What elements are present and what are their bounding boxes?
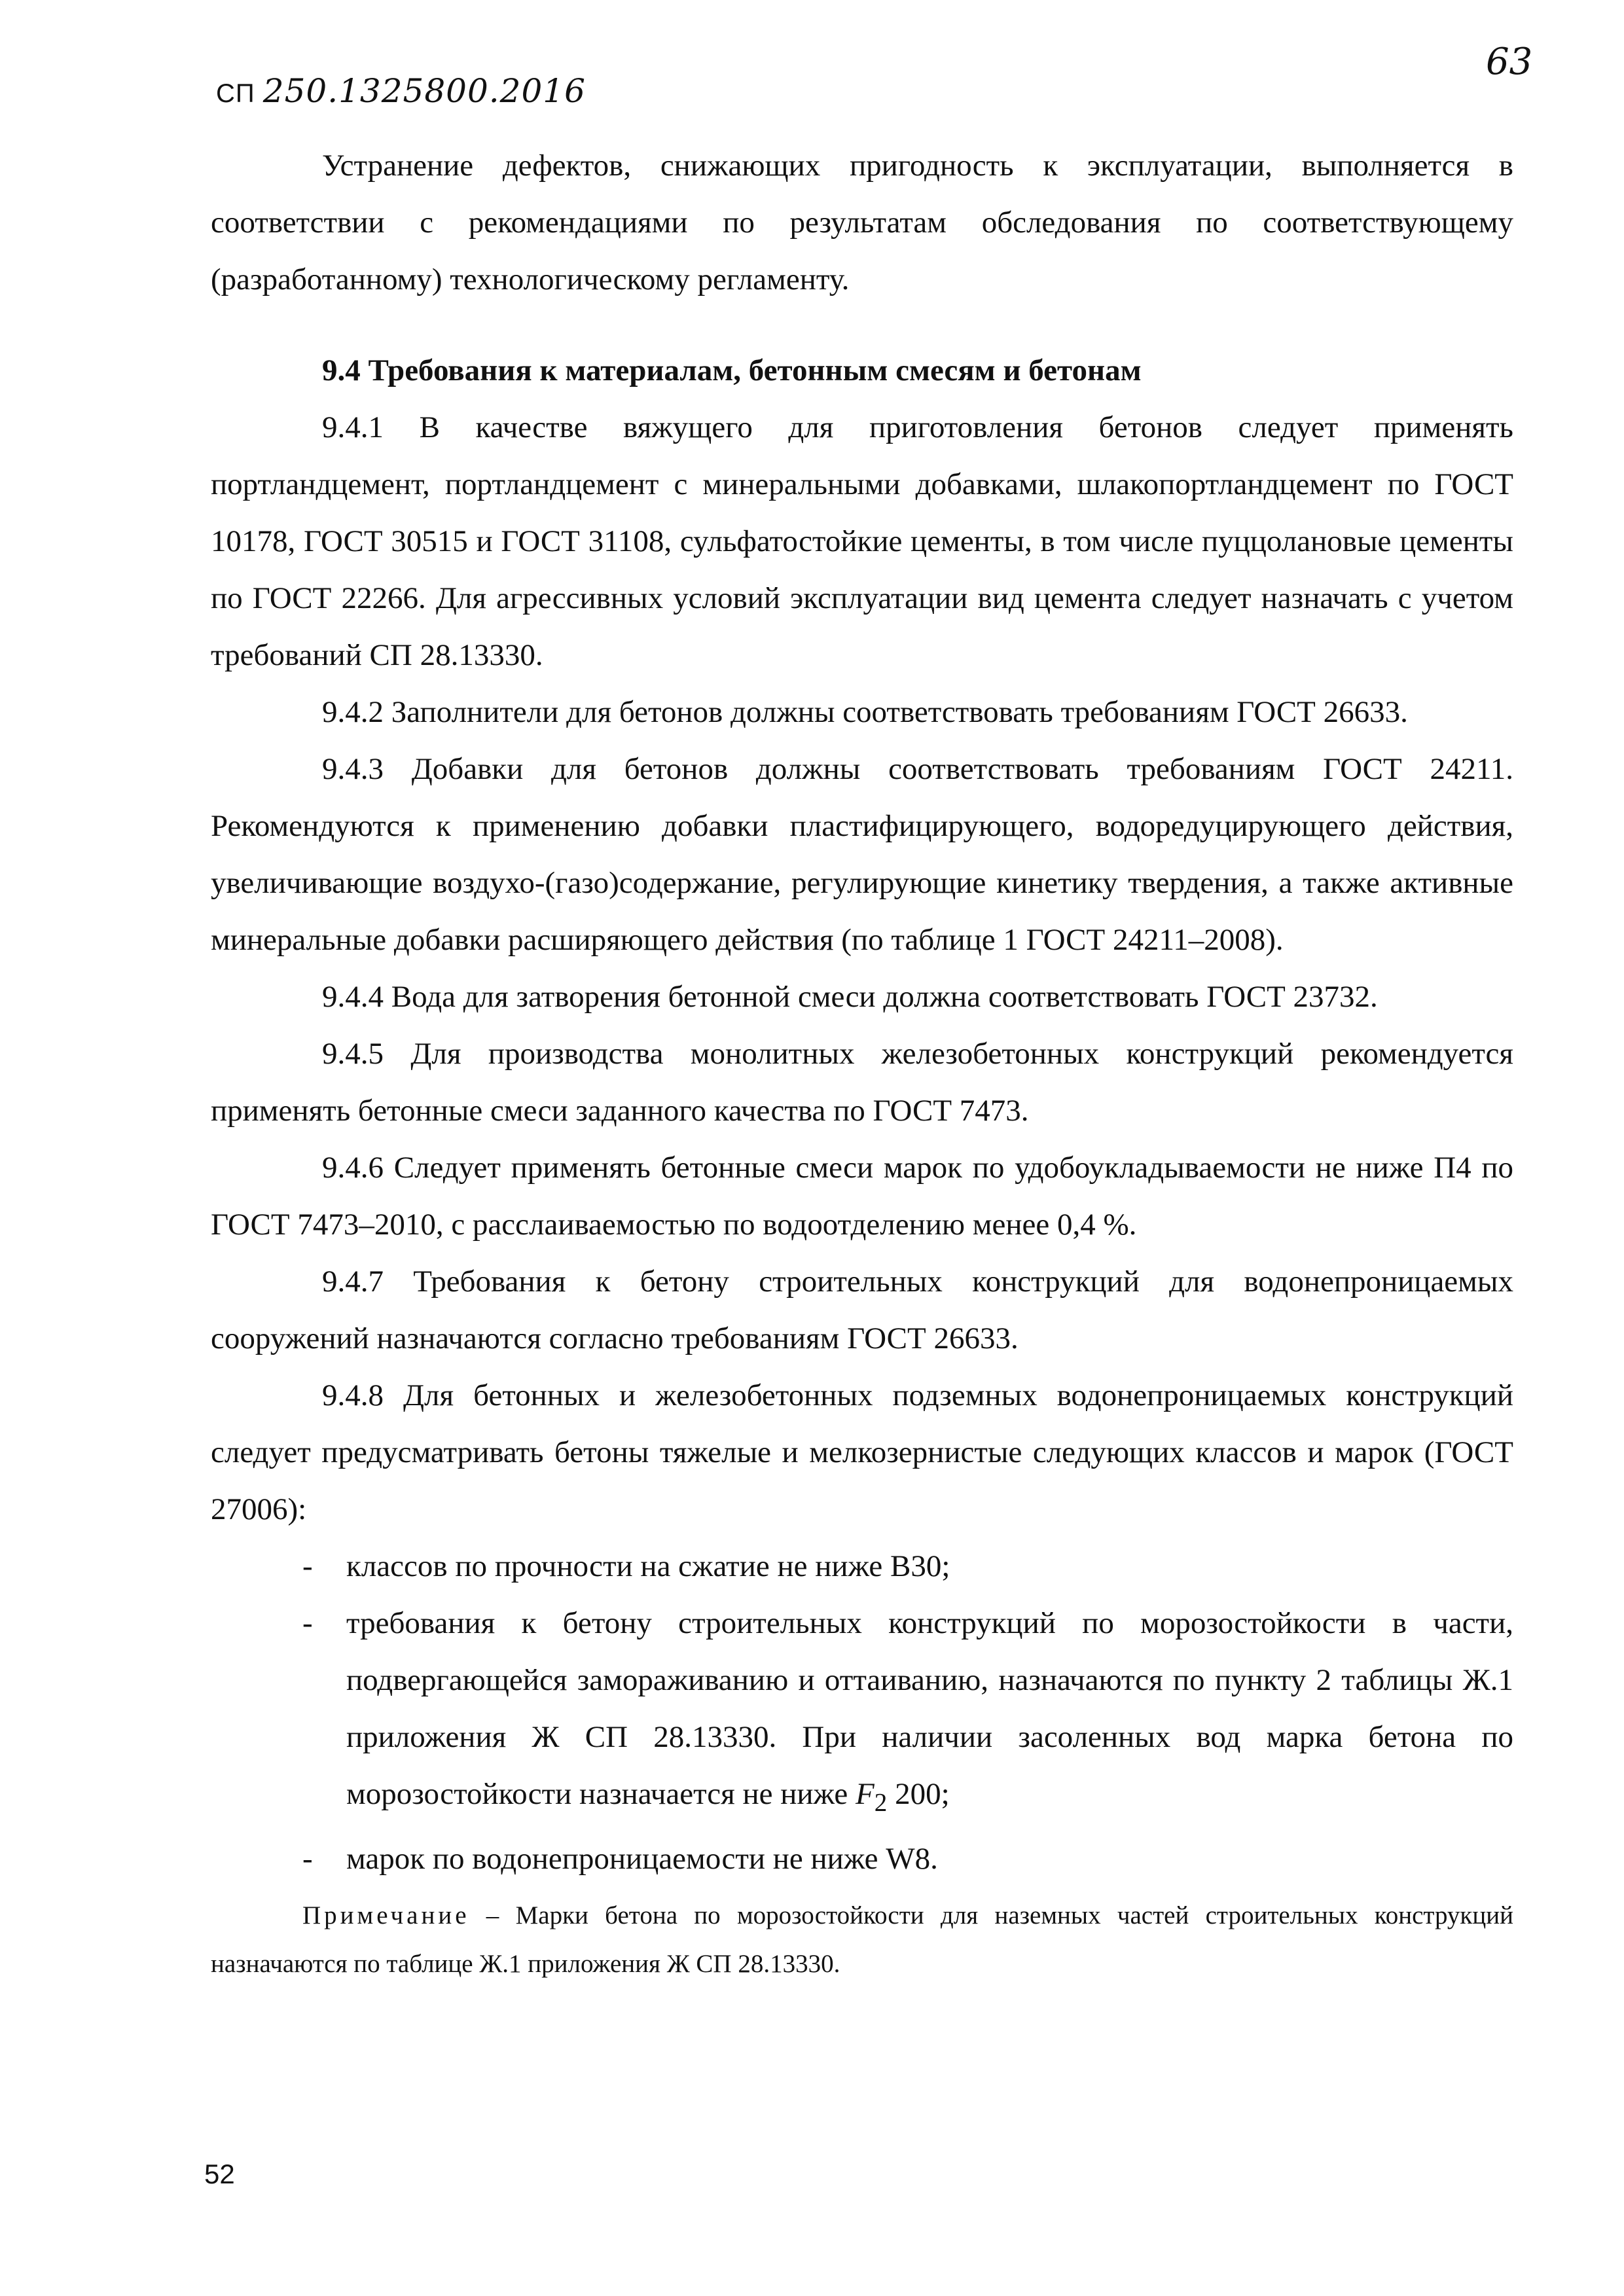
list-dash: -	[302, 1842, 313, 1876]
paragraph-9-4-4: 9.4.4 Вода для затворения бетонной смеси должна соответствовать ГОСТ 23732.	[322, 980, 1378, 1014]
handwritten-document-code: 250.1325800.2016	[262, 72, 586, 110]
list-item	[211, 1595, 1513, 1831]
handwritten-page-number: 63	[1486, 41, 1533, 83]
note-text: – Марки бетона по морозостойкости для наземных частей строительных конструкций назначаются по таблице Ж.1 приложения Ж СП 28.13330.	[211, 1901, 1513, 1979]
note-label: Примечание	[302, 1901, 470, 1930]
note	[211, 1892, 1513, 1988]
frost-symbol: F	[856, 1777, 875, 1811]
paragraph-9-4-2: 9.4.2 Заполнители для бетонов должны соответствовать требованиям ГОСТ 26633.	[322, 695, 1408, 729]
paragraph-9-4-6: 9.4.6 Следует применять бетонные смеси марок по удобоукладываемости не ниже П4 по ГОСТ 7473–2010, с расслаиваемостью по водоотделению менее 0,4 %.	[211, 1151, 1513, 1242]
section-heading: 9.4 Требования к материалам, бетонным смесям и бетонам	[322, 353, 1142, 387]
frost-symbol-subscript: 2	[874, 1788, 888, 1817]
requirements-list	[211, 1538, 1513, 1888]
document-code	[216, 72, 586, 110]
paragraph-9-4-5: 9.4.5 Для производства монолитных железобетонных конструкций рекомендуется применять бетонные смеси заданного качества по ГОСТ 7473.	[211, 1037, 1513, 1128]
list-item	[211, 1831, 1513, 1888]
page-body	[211, 137, 1513, 1988]
list-item-text: классов по прочности на сжатие не ниже В30;	[346, 1549, 950, 1583]
document-code-prefix: СП	[216, 79, 255, 108]
paragraph-9-4-1: 9.4.1 В качестве вяжущего для приготовления бетонов следует применять портландцемент, портландцемент с минеральными добавками, шлакопортландцемент по ГОСТ 10178, ГОСТ 30515 и ГОСТ 31108, сульфатостойкие цементы, в том числе пуццолановые цементы по ГОСТ 22266. Для агрессивных условий эксплуатации вид цемента следует назначать с учетом требований СП 28.13330.	[211, 410, 1513, 672]
intro-paragraph: Устранение дефектов, снижающих пригодность к эксплуатации, выполняется в соответствии с рекомендациями по результатам обследования по соответствующему (разработанному) технологическому регламенту.	[211, 149, 1513, 296]
list-item-text: требования к бетону строительных конструкций по морозостойкости в части, подвергающейся замораживанию и оттаиванию, назначаются по пункту 2 таблицы Ж.1 приложения Ж СП 28.13330. При наличии засоленных вод марка бетона по морозостойкости назначается не ниже	[346, 1606, 1513, 1811]
paragraph-9-4-7: 9.4.7 Требования к бетону строительных конструкций для водонепроницаемых сооружений назначаются согласно требованиям ГОСТ 26633.	[211, 1265, 1513, 1355]
list-dash: -	[302, 1606, 313, 1640]
page-number: 52	[204, 2159, 235, 2189]
list-item	[211, 1538, 1513, 1595]
list-item-text-end: 200;	[887, 1777, 950, 1811]
paragraph-9-4-3: 9.4.3 Добавки для бетонов должны соответствовать требованиям ГОСТ 24211. Рекомендуются к применению добавки пластифицирующего, водоредуцирующего действия, увеличивающие воздухо-(газо)содержание, регулирующие кинетику твердения, а также активные минеральные добавки расширяющего действия (по таблице 1 ГОСТ 24211–2008).	[211, 752, 1513, 957]
list-item-text: марок по водонепроницаемости не ниже W8.	[346, 1842, 938, 1876]
paragraph-9-4-8: 9.4.8 Для бетонных и железобетонных подземных водонепроницаемых конструкций следует предусматривать бетоны тяжелые и мелкозернистые следующих классов и марок (ГОСТ 27006):	[211, 1378, 1513, 1526]
list-dash: -	[302, 1549, 313, 1583]
